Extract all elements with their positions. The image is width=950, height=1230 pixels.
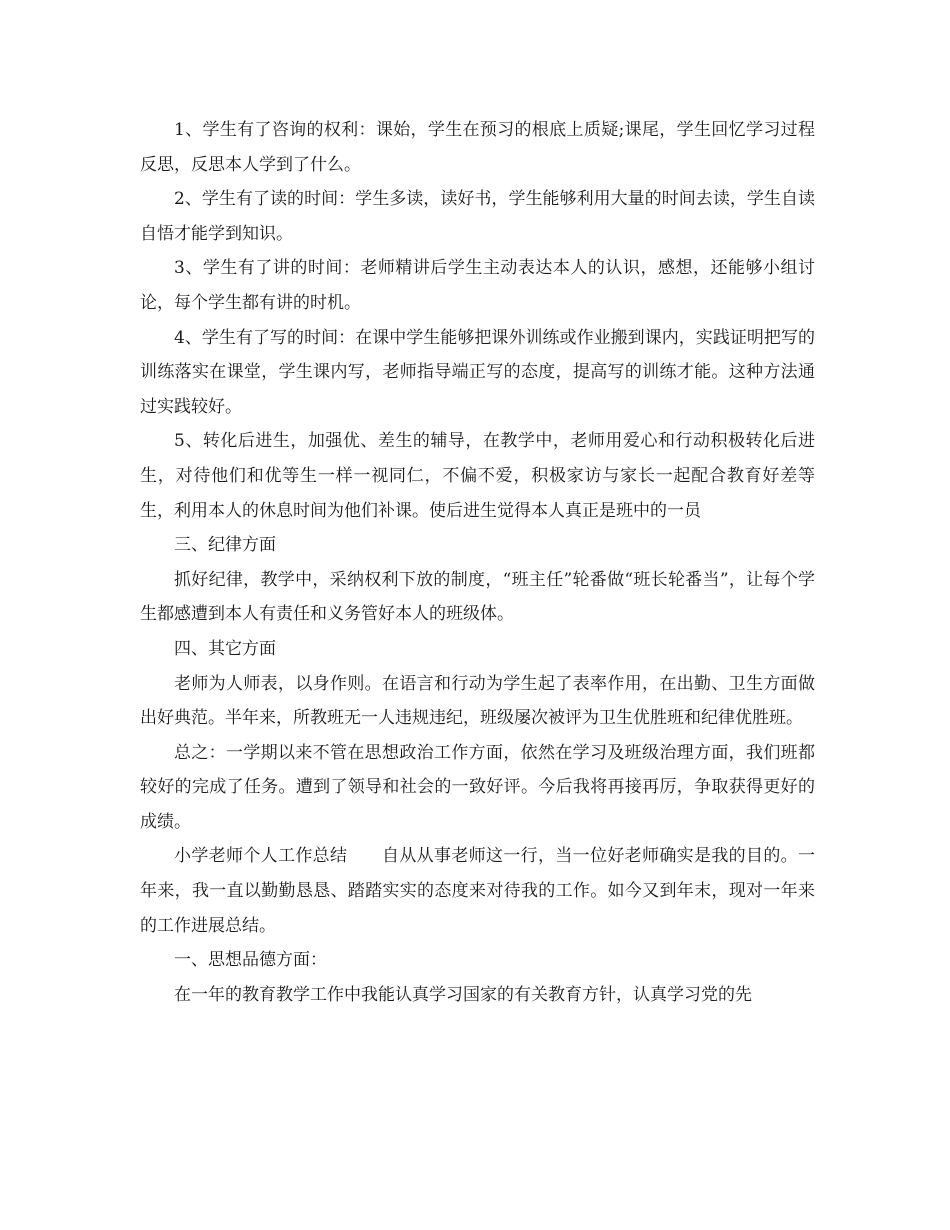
paragraph-summary: 总之：一学期以来不管在思想政治工作方面，依然在学习及班级治理方面，我们班都较好的完成了任务。遭到了领导和社会的一致好评。今后我将再接再厉，争取获得更好的成绩。 bbox=[140, 742, 815, 832]
paragraph-speaking-time: 3、学生有了讲的时间：老师精讲后学生主动表达本人的认识，感想，还能够小组讨论，每个学生都有讲的时机。 bbox=[140, 258, 815, 313]
paragraph-personal-summary-intro: 小学老师个人工作总结 自从从事老师这一行，当一位好老师确实是我的目的。一年来，我一直以勤勤恳恳、踏踏实实的态度来对待我的工作。如今又到年末，现对一年来的工作进展总结。 bbox=[140, 846, 815, 936]
paragraph-underachievers: 5、转化后进生，加强优、差生的辅导，在教学中，老师用爱心和行动积极转化后进生，对待他们和优等生一样一视同仁，不偏不爱，积极家访与家长一起配合教育好差等生，利用本人的休息时间为他们补课。使后进生觉得本人真正是班中的一员 bbox=[140, 431, 815, 521]
heading-other-aspects: 四、其它方面 bbox=[174, 638, 276, 659]
document-body bbox=[140, 113, 815, 1012]
paragraph-role-model: 老师为人师表，以身作则。在语言和行动为学生起了表率作用，在出勤、卫生方面做出好典范。半年来，所教班无一人违规违纪，班级屡次被评为卫生优胜班和纪律优胜班。 bbox=[140, 673, 815, 729]
paragraph-reading-time: 2、学生有了读的时间：学生多读，读好书，学生能够利用大量的时间去读，学生自读自悟才能学到知识。 bbox=[140, 189, 815, 244]
paragraph-education-policy: 在一年的教育教学工作中我能认真学习国家的有关教育方针，认真学习党的先 bbox=[174, 984, 752, 1005]
heading-discipline: 三、纪律方面 bbox=[174, 535, 276, 556]
heading-ideology-morality: 一、思想品德方面： bbox=[174, 950, 327, 971]
paragraph-writing-time: 4、学生有了写的时间：在课中学生能够把课外训练或作业搬到课内，实践证明把写的训练落实在课堂，学生课内写，老师指导端正写的态度，提高写的训练才能。这种方法通过实践较好。 bbox=[140, 327, 815, 417]
paragraph-discipline: 抓好纪律，教学中，采纳权利下放的制度，“班主任”轮番做“班长轮番当”，让每个学生都感遭到本人有责任和义务管好本人的班级体。 bbox=[140, 569, 815, 625]
paragraph-consult-right: 1、学生有了咨询的权利：课始，学生在预习的根底上质疑;课尾，学生回忆学习过程反思，反思本人学到了什么。 bbox=[140, 120, 815, 175]
